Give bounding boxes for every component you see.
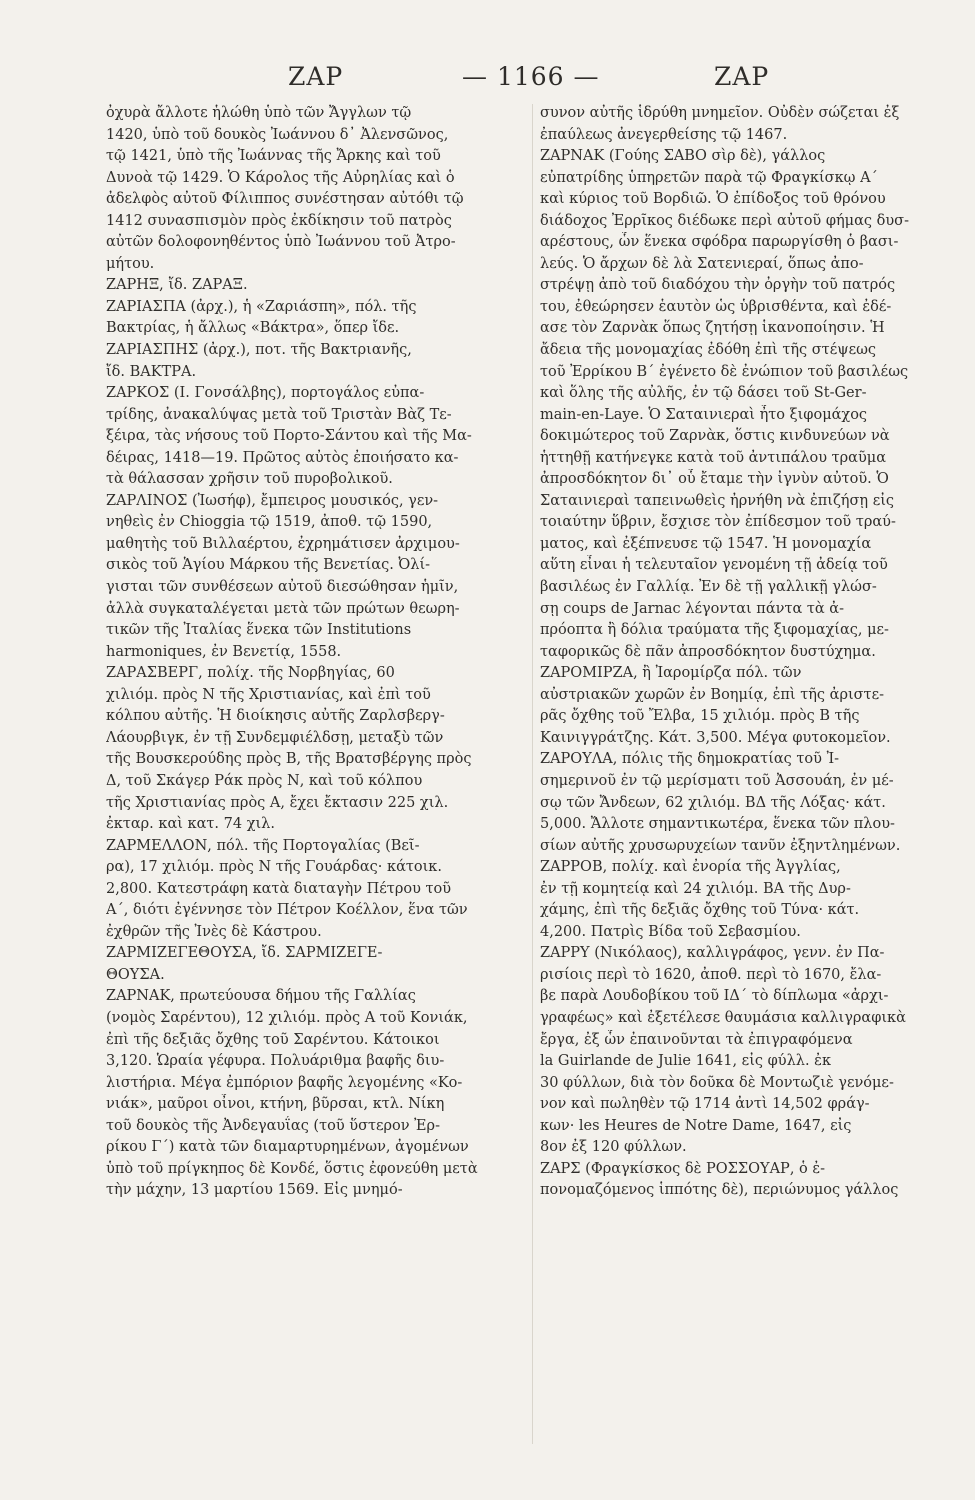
text-line: σῃ coups de Jarnac λέγονται πάντα τὰ ἀ- <box>540 600 844 617</box>
text-line: βε παρὰ Λουδοβίκου τοῦ ΙΔ΄ τὸ δίπλωμα «ἀρχι- <box>540 988 889 1005</box>
text-line: ἀδελφὸς αὐτοῦ Φίλιππος συνέστησαν αὐτόθι τῷ <box>106 191 464 208</box>
text-line: 8ον ἐξ 120 φύλλων. <box>540 1139 687 1156</box>
text-line: χάμης, ἐπὶ τῆς δεξιᾶς ὄχθης τοῦ Τύνα· κάτ. <box>540 902 860 919</box>
text-line: la Guirlande de Julie 1641, εἰς φύλλ. ἐκ <box>540 1053 832 1070</box>
text-line: λεύς. Ὁ ἄρχων δὲ λὰ Σατενιεραί, ὅπως ἀπο- <box>540 255 864 272</box>
text-line: 3,120. Ὡραία γέφυρα. Πολυάριθμα βαφῆς διυ- <box>106 1053 445 1070</box>
text-line: 5,000. Ἄλλοτε σημαντικωτέρα, ἕνεκα τῶν πλου- <box>540 816 895 833</box>
text-line: ἐν τῇ κομητείᾳ καὶ 24 χιλιόμ. ΒΑ τῆς Δυρ- <box>540 880 851 897</box>
text-line: τοιαύτην ὕβριν, ἔσχισε τὸν ἐπίδεσμον τοῦ τραύ- <box>540 514 896 531</box>
text-line: ΖΑΡΣ (Φραγκίσκος δὲ ΡΟΣΣΟΥΑΡ, ὁ ἐ- <box>540 1160 826 1177</box>
text-line: καὶ κύριος τοῦ Βορδιῶ. Ὁ ἐπίδοξος τοῦ θρόνου <box>540 191 886 208</box>
text-line: τὰ θάλασσαν χρῆσιν τοῦ πυροβολικοῦ. <box>106 471 393 488</box>
text-line: 30 φύλλων, διὰ τὸν δοῦκα δὲ Μοντωζιὲ γενόμε- <box>540 1074 894 1091</box>
text-line: ἐχθρῶν τῆς Ἰνὲς δὲ Κάστρου. <box>106 923 322 940</box>
text-line: ΖΑΡΗΞ, ἴδ. ΖΑΡΑΞ. <box>106 277 248 294</box>
text-line: ταφορικῶς δὲ πᾶν ἀπροσδόκητον δυστύχημα. <box>540 643 876 660</box>
text-line: τῆς Βουσκερούδης πρὸς Β, τῆς Βρατσβέργης πρὸς <box>106 751 472 768</box>
left-column <box>106 103 526 1443</box>
text-line: συνον αὐτῆς ἱδρύθη μνημεῖον. Οὐδὲν σώζεται ἐξ <box>540 105 900 121</box>
text-line: ΖΑΡΝΑΚ, πρωτεύουσα δήμου τῆς Γαλλίας <box>106 988 416 1005</box>
text-line: κων· les Heures de Notre Dame, 1647, εἰς <box>540 1117 852 1134</box>
text-line: ρισίοις περὶ τὸ 1620, ἀποθ. περὶ τὸ 1670, ἔλα- <box>540 966 882 983</box>
text-line: σικὸς τοῦ Ἁγίου Μάρκου τῆς Βενετίας. Ὀλί- <box>106 557 431 574</box>
text-line: δέιρας, 1418—19. Πρῶτος αὐτὸς ἐποιήσατο κα- <box>106 449 459 466</box>
text-line: ΖΑΡΜΕΛΛΟΝ, πόλ. τῆς Πορτογαλίας (Βεῖ- <box>106 837 420 854</box>
text-line: σῳ τῶν Ἄνδεων, 62 χιλιόμ. ΒΔ τῆς Λόξας· κάτ. <box>540 794 886 811</box>
text-line: Σαταινιεραὶ ταπεινωθεὶς ἠρνήθη νὰ ἐπιζήσῃ εἰς <box>540 492 895 509</box>
text-line: Καινιγγράτζης. Κάτ. 3,500. Μέγα φυτοκομεῖον. <box>540 729 891 746</box>
text-line: ἐπαύλεως ἀνεγερθείσης τῷ 1467. <box>540 126 788 143</box>
column-divider <box>532 104 533 1444</box>
text-line: τοῦ δουκὸς τῆς Ἀνδεγαυΐας (τοῦ ὕστερον Ἐρ- <box>106 1117 440 1134</box>
text-line: ΘΟΥΣΑ. <box>106 966 165 983</box>
text-line: γραφέως» καὶ ἐξετέλεσε θαυμάσια καλλιγραφικὰ <box>540 1009 906 1026</box>
text-line: στρέψῃ ἀπὸ τοῦ διαδόχου τὴν ὀργὴν τοῦ πατρός <box>540 277 896 294</box>
header-right-guide-word: ZAP <box>714 62 770 91</box>
text-line: ἴδ. ΒΑΚΤΡΑ. <box>106 363 197 380</box>
text-line: Α΄, διότι ἐγέννησε τὸν Πέτρον Κοέλλον, ἕνα τῶν <box>106 902 468 919</box>
text-line: ἐπὶ τῆς δεξιᾶς ὄχθης τοῦ Σαρέντου. Κάτοικοι <box>106 1031 440 1048</box>
page-header <box>0 62 975 94</box>
page-number: — 1166 — <box>462 62 600 91</box>
text-line: καὶ ὅλης τῆς αὐλῆς, ἐν τῷ δάσει τοῦ St-Ger- <box>540 385 867 402</box>
text-line: τοῦ Ἐρρίκου Β΄ ἐγένετο δὲ ἐνώπιον τοῦ βασιλέως <box>540 363 909 380</box>
text-line: λιστήρια. Μέγα ἐμπόριον βαφῆς λεγομένης «Κο- <box>106 1074 463 1091</box>
text-line: χιλιόμ. πρὸς Ν τῆς Χριστιανίας, καὶ ἐπὶ τοῦ <box>106 686 431 703</box>
text-line: τικῶν τῆς Ἰταλίας ἕνεκα τῶν Institutions <box>106 622 412 639</box>
text-line: 4,200. Πατρὶς Βίδα τοῦ Σεβασμίου. <box>540 923 801 940</box>
text-line: harmoniques, ἐν Βενετίᾳ, 1558. <box>106 643 342 660</box>
text-line: διάδοχος Ἐρρῖκος διέδωκε περὶ αὐτοῦ φήμας δυσ- <box>540 212 909 229</box>
text-line: αὐστριακῶν χωρῶν ἐν Βοημίᾳ, ἐπὶ τῆς ἀριστε- <box>540 686 884 703</box>
text-line: ΖΑΡΜΙΖΕΓΕΘΟΥΣΑ, ἴδ. ΣΑΡΜΙΖΕΓΕ- <box>106 945 383 962</box>
text-line: main-en-Laye. Ὁ Σαταινιεραὶ ἦτο ξιφομάχος <box>540 406 868 423</box>
text-line: γισται τῶν συνθέσεων αὐτοῦ διεσώθησαν ἡμῖν, <box>106 579 459 596</box>
text-line: κόλπου αὐτῆς. Ἡ διοίκησις αὐτῆς Ζαρλσβεργ- <box>106 708 445 725</box>
text-line: τρίδης, ἀνακαλύψας μετὰ τοῦ Τριστὰν Βὰζ Τε- <box>106 406 452 423</box>
text-line: ΖΑΡΡΟΒ, πολίχ. καὶ ἐνορία τῆς Ἀγγλίας, <box>540 859 841 876</box>
text-line: του, ἐθεώρησεν ἑαυτὸν ὡς ὑβρισθέντα, καὶ ἐδέ- <box>540 298 892 315</box>
text-line: ἄδεια τῆς μονομαχίας ἐδόθη ἐπὶ τῆς στέψεως <box>540 342 877 359</box>
text-line: ρίκου Γ΄) κατὰ τῶν διαμαρτυρημένων, ἀγομένων <box>106 1139 469 1156</box>
text-line: αρέστους, ὧν ἕνεκα σφόδρα παρωργίσθη ὁ βασι- <box>540 234 899 251</box>
text-line: τῷ 1421, ὑπὸ τῆς Ἰωάννας τῆς Ἄρκης καὶ τοῦ <box>106 148 441 165</box>
text-line: εὐπατρίδης ὑπηρετῶν παρὰ τῷ Φραγκίσκῳ Α΄ <box>540 169 878 186</box>
text-line: Δ, τοῦ Σκάγερ Ράκ πρὸς Ν, καὶ τοῦ κόλπου <box>106 772 423 789</box>
text-line: πρόοπτα ἢ δόλια τραύματα τῆς ξιφομαχίας, με- <box>540 622 889 639</box>
text-line: αὐτῶν δολοφονηθέντος ὑπὸ Ἰωάννου τοῦ Ἀτρο- <box>106 234 456 251</box>
text-line: δοκιμώτερος τοῦ Ζαρνὰκ, ὅστις κινδυνεύων νὰ <box>540 428 890 445</box>
text-line: σημερινοῦ ἐν τῷ μερίσματι τοῦ Ἀσσουάη, ἐν μέ- <box>540 772 894 789</box>
text-line: ΖΑΡΡΥ (Νικόλαος), καλλιγράφος, γενν. ἐν Πα- <box>540 945 885 962</box>
text-line: ΖΑΡΚΟΣ (Ι. Γονσάλβης), πορτογάλος εὐπα- <box>106 385 425 402</box>
text-line: Λάουρβιγκ, ἐν τῇ Συνδεμφιέλδσῃ, μεταξὺ τῶν <box>106 729 444 746</box>
text-line: βασιλέως ἐν Γαλλίᾳ. Ἐν δὲ τῇ γαλλικῇ γλώσ- <box>540 579 877 596</box>
text-line: ΖΑΡΙΑΣΠΑ (ἀρχ.), ἡ «Ζαριάσπη», πόλ. τῆς <box>106 298 417 315</box>
text-line: ἀπροσδόκητον δι᾽ οὗ ἔταμε τὴν ἰγνὺν αὐτοῦ. Ὁ <box>540 471 889 488</box>
text-line: μαθητὴς τοῦ Βιλλαέρτου, ἐχρημάτισεν ἀρχιμου- <box>106 535 460 552</box>
text-line: ἔργα, ἐξ ὧν ἐπαινοῦνται τὰ ἐπιγραφόμενα <box>540 1031 853 1048</box>
text-line: ΖΑΡΛΙΝΟΣ (Ἰωσήφ), ἔμπειρος μουσικός, γεν- <box>106 492 439 509</box>
text-line: νον καὶ πωληθὲν τῷ 1714 ἀντὶ 14,502 φράγ- <box>540 1096 870 1113</box>
text-line: ρα), 17 χιλιόμ. πρὸς Ν τῆς Γουάρδας· κάτοικ. <box>106 859 442 876</box>
text-line: ΖΑΡΟΜΙΡΖΑ, ἢ Ἰαρομίρζα πόλ. τῶν <box>540 665 802 682</box>
text-line: ἡττηθῇ κατήνεγκε κατὰ τοῦ ἀντιπάλου τραῦμα <box>540 449 886 466</box>
text-line: μήτου. <box>106 255 155 272</box>
text-line: ΖΑΡΟΥΛΑ, πόλις τῆς δημοκρατίας τοῦ Ἰ- <box>540 751 840 768</box>
text-line: νηθεὶς ἐν Chioggia τῷ 1519, ἀποθ. τῷ 1590, <box>106 514 433 531</box>
text-line: ὀχυρὰ ἄλλοτε ἡλώθη ὑπὸ τῶν Ἄγγλων τῷ <box>106 105 412 121</box>
text-line: (νομὸς Σαρέντου), 12 χιλιόμ. πρὸς Α τοῦ Κονιάκ, <box>106 1009 468 1026</box>
text-line: 2,800. Κατεστράφη κατὰ διαταγὴν Πέτρου τοῦ <box>106 880 452 897</box>
text-line: ΖΑΡΑΣΒΕΡΓ, πολίχ. τῆς Νορβηγίας, 60 <box>106 665 395 682</box>
text-line: ασε τὸν Ζαρνὰκ ὅπως ζητήσῃ ἱκανοποίησιν. Ἡ <box>540 320 885 337</box>
text-line: τὴν μάχην, 13 μαρτίου 1569. Εἰς μνημό- <box>106 1182 403 1199</box>
text-line: ὑπὸ τοῦ πρίγκηπος δὲ Κονδέ, ὅστις ἐφονεύθη μετὰ <box>106 1160 478 1177</box>
text-line: Δυνοὰ τῷ 1429. Ὁ Κάρολος τῆς Αὐρηλίας καὶ ὁ <box>106 169 455 186</box>
text-line: ἐκταρ. καὶ κατ. 74 χιλ. <box>106 816 275 833</box>
text-line: σίων αὐτῆς χρυσωρυχείων τανῦν ἐξηντλημένων. <box>540 837 901 854</box>
text-line: αὕτη εἶναι ἡ τελευταῖον γενομένη τῇ ἀδείᾳ τοῦ <box>540 557 888 574</box>
text-line: 1412 συνασπισμὸν πρὸς ἐκδίκησιν τοῦ πατρὸς <box>106 212 452 229</box>
text-line: 1420, ὑπὸ τοῦ δουκὸς Ἰωάννου δ᾽ Ἀλενσῶνος, <box>106 126 449 143</box>
text-line: Βακτρίας, ἡ ἄλλως «Βάκτρα», ὅπερ ἴδε. <box>106 320 400 337</box>
text-line: ἀλλὰ συγκαταλέγεται μετὰ τῶν πρώτων θεωρη- <box>106 600 460 617</box>
text-line: ξέιρα, τὰς νήσους τοῦ Πορτο-Σάντου καὶ τῆς Μα- <box>106 428 472 445</box>
text-line: ρᾶς ὄχθης τοῦ Ἔλβα, 15 χιλιόμ. πρὸς Β τῆς <box>540 708 860 725</box>
text-line: πονομαζόμενος ἱππότης δὲ), περιώνυμος γάλλος <box>540 1182 899 1199</box>
text-line: ΖΑΡΙΑΣΠΗΣ (ἀρχ.), ποτ. τῆς Βακτριανῆς, <box>106 342 412 359</box>
text-line: τῆς Χριστιανίας πρὸς Α, ἔχει ἔκτασιν 225 χιλ. <box>106 794 449 811</box>
text-line: ΖΑΡΝΑΚ (Γούης ΣΑΒΟ σὶρ δὲ), γάλλος <box>540 148 826 165</box>
header-left-guide-word: ZAP <box>288 62 344 91</box>
right-column <box>540 103 920 1443</box>
text-line: νιάκ», μαῦροι οἶνοι, κτήνη, βῦρσαι, κτλ. Νίκη <box>106 1096 445 1113</box>
text-line: ματος, καὶ ἐξέπνευσε τῷ 1547. Ἡ μονομαχία <box>540 535 872 552</box>
